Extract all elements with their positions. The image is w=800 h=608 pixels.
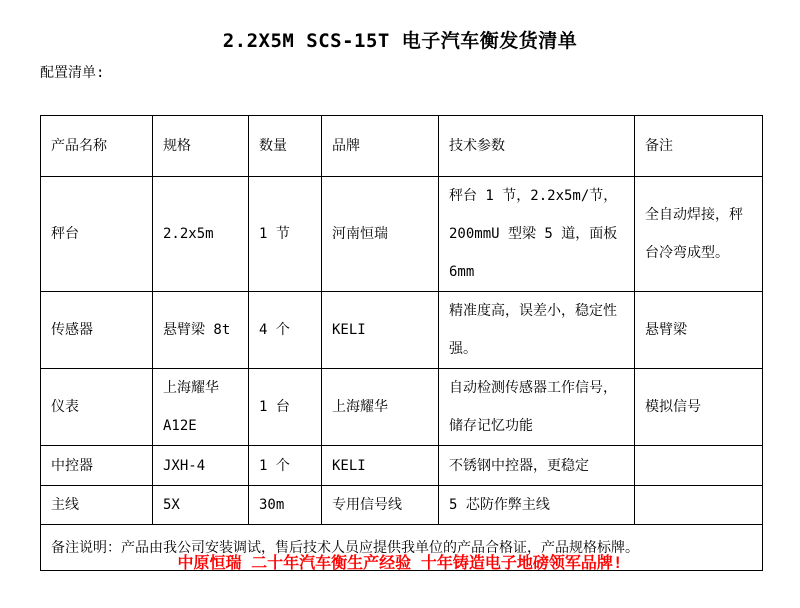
cell-product: 主线 xyxy=(41,486,153,525)
cell-qty: 1 台 xyxy=(249,369,322,446)
cell-qty: 30m xyxy=(249,486,322,525)
cell-qty: 1 节 xyxy=(249,177,322,292)
cell-product: 传感器 xyxy=(41,292,153,369)
cell-params: 精准度高，误差小，稳定性强。 xyxy=(439,292,635,369)
cell-product: 秤台 xyxy=(41,177,153,292)
table-row-meter xyxy=(41,369,763,446)
brand-slogan: 中原恒瑞 二十年汽车衡生产经验 十年铸造电子地磅领军品牌! xyxy=(177,553,623,572)
cell-params: 不锈钢中控器，更稳定 xyxy=(439,446,635,486)
document-title: 2.2X5M SCS-15T 电子汽车衡发货清单 xyxy=(222,30,578,52)
col-header-remark: 备注 xyxy=(635,116,763,177)
table-row-junction-box xyxy=(41,446,763,486)
col-header-qty: 数量 xyxy=(249,116,322,177)
config-table xyxy=(40,115,763,571)
cell-params: 秤台 1 节，2.2x5m/节，200mmU 型梁 5 道，面板 6mm xyxy=(439,177,635,292)
cell-params: 自动检测传感器工作信号，储存记忆功能 xyxy=(439,369,635,446)
col-header-brand: 品牌 xyxy=(322,116,439,177)
table-header-row xyxy=(41,116,763,177)
cell-remark: 全自动焊接，秤台冷弯成型。 xyxy=(635,177,763,292)
cell-brand: 河南恒瑞 xyxy=(322,177,439,292)
cell-qty: 1 个 xyxy=(249,446,322,486)
cell-brand: KELI xyxy=(322,446,439,486)
cell-brand: KELI xyxy=(322,292,439,369)
cell-remark xyxy=(635,446,763,486)
cell-remark: 模拟信号 xyxy=(635,369,763,446)
cell-product: 中控器 xyxy=(41,446,153,486)
cell-params: 5 芯防作弊主线 xyxy=(439,486,635,525)
cell-spec: 2.2x5m xyxy=(153,177,249,292)
cell-brand: 专用信号线 xyxy=(322,486,439,525)
col-header-params: 技术参数 xyxy=(439,116,635,177)
cell-qty: 4 个 xyxy=(249,292,322,369)
cell-spec: JXH-4 xyxy=(153,446,249,486)
note-cell: 备注说明：产品由我公司安装调试，售后技术人员应提供我单位的产品合格证，产品规格标牌。 xyxy=(41,525,763,571)
cell-remark xyxy=(635,486,763,525)
cell-spec: 5X xyxy=(153,486,249,525)
cell-spec: 悬臂梁 8t xyxy=(153,292,249,369)
table-row-sensor xyxy=(41,292,763,369)
cell-spec: 上海耀华 A12E xyxy=(153,369,249,446)
col-header-spec: 规格 xyxy=(153,116,249,177)
cell-brand: 上海耀华 xyxy=(322,369,439,446)
table-row-main-cable xyxy=(41,486,763,525)
col-header-product: 产品名称 xyxy=(41,116,153,177)
config-list-label: 配置清单: xyxy=(40,65,105,81)
cell-product: 仪表 xyxy=(41,369,153,446)
cell-remark: 悬臂梁 xyxy=(635,292,763,369)
table-row-platform xyxy=(41,177,763,292)
